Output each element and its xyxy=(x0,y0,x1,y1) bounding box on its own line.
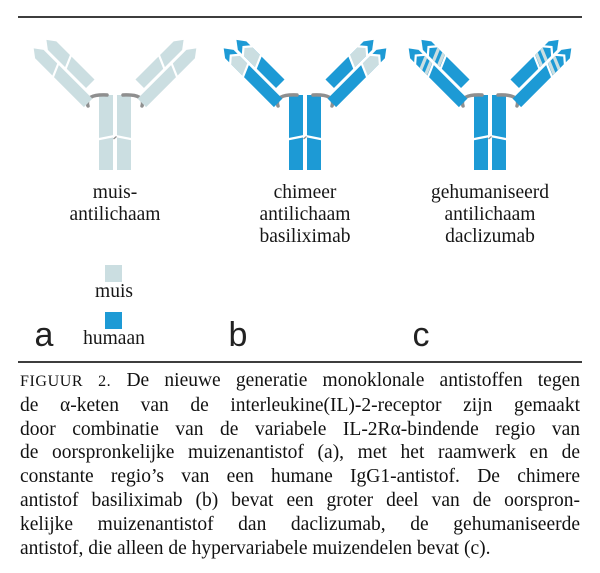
panel-letter-c: c xyxy=(412,316,430,354)
antibody-label-line: gehumaniseerd xyxy=(430,182,550,203)
legend-label-muis: muis xyxy=(95,281,133,302)
top-rule xyxy=(18,16,582,18)
caption-line: antistof, die alleen de hypervariabele muizendelen bevat (c). xyxy=(20,537,491,559)
chimeric-antibody-label xyxy=(215,182,395,247)
mouse-antibody-diagram xyxy=(25,26,205,176)
figure-number-label: FIGUUR 2. xyxy=(20,373,112,390)
chimeric-antibody-diagram xyxy=(215,26,395,176)
mouse-antibody-label xyxy=(25,182,205,226)
antibody-structure-art xyxy=(400,26,580,176)
chimeric-antibody-panel xyxy=(215,26,395,256)
antibody-label-line: basiliximab xyxy=(259,225,351,247)
antibody-label-line: chimeer xyxy=(273,182,337,203)
caption-line: FIGUUR 2. De nieuwe generatie monoklonale antistoffen tegen xyxy=(20,370,580,391)
legend-swatch-muis xyxy=(105,265,122,282)
humanized-antibody-panel xyxy=(400,26,580,256)
caption-line: kelijke muizenantistof dan daclizumab, de gehumaniseerde xyxy=(20,513,580,535)
antibody-label-line: muis- xyxy=(92,182,138,203)
legend-label-humaan: humaan xyxy=(83,328,145,349)
humanized-antibody-label xyxy=(400,182,580,247)
mouse-antibody-panel xyxy=(25,26,205,256)
caption-line: de oorspronkelijke muizenantistof (a), met het raamwerk en de xyxy=(20,442,580,464)
antibody-structure-art xyxy=(25,26,205,176)
antibody-label-line: daclizumab xyxy=(445,225,535,247)
antibody-label-line: antilichaam xyxy=(444,203,536,225)
figure-caption xyxy=(20,369,580,560)
caption-divider-rule xyxy=(18,361,582,363)
panel-letter-a: a xyxy=(34,316,54,354)
legend-swatch-humaan xyxy=(105,312,122,329)
panel-letter-b: b xyxy=(228,316,248,354)
caption-line: door combinatie van de variabele IL-2Rα-bindende regio van xyxy=(20,418,580,440)
antibody-label-line: antilichaam xyxy=(259,203,351,225)
caption-line: de α-keten van de interleukine(IL)-2-receptor zijn gemaakt xyxy=(20,394,580,416)
antibody-label-line: antilichaam xyxy=(69,203,161,225)
caption-line: constante regio’s van een humane IgG1-antistof. De chimere xyxy=(20,466,580,488)
antibody-structure-art xyxy=(215,26,395,176)
caption-line: antistof basiliximab (b) bevat een groter deel van de oorspron- xyxy=(20,489,580,511)
humanized-antibody-diagram xyxy=(400,26,580,176)
